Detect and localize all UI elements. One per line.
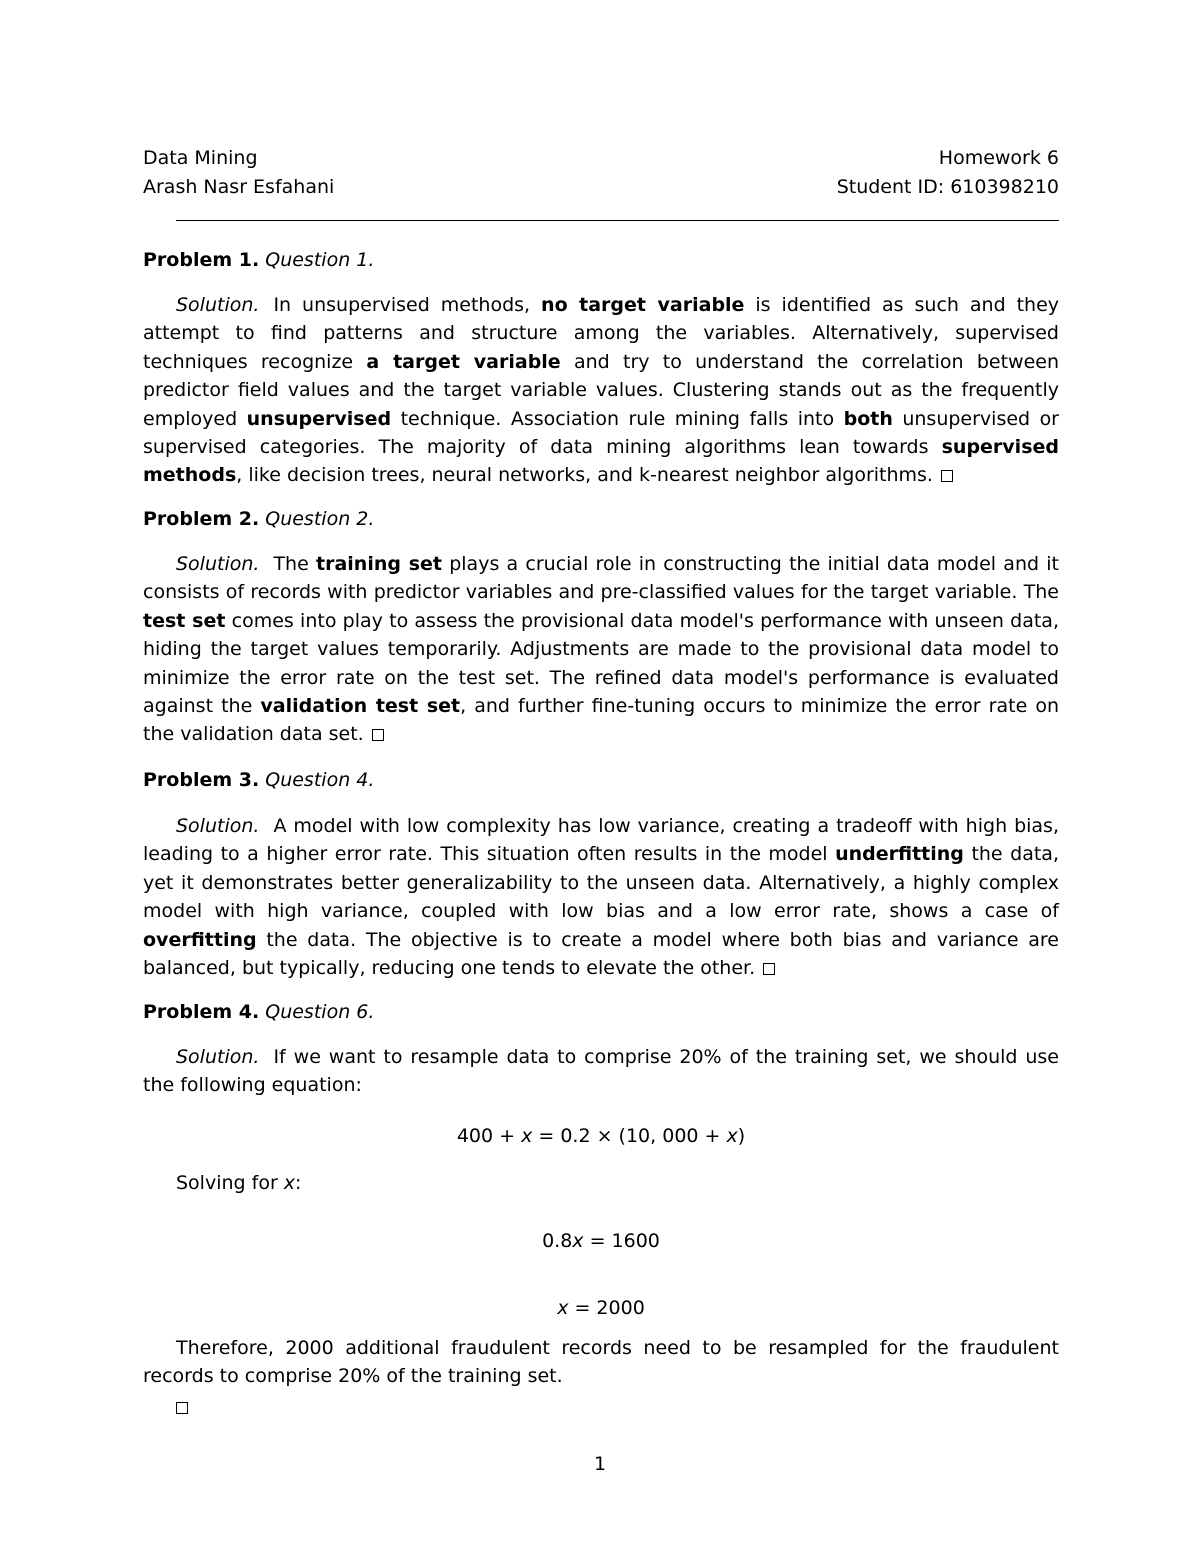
text: A model with low complexity has low variance, creating a tradeoff with high bias, leading to a higher error rate. This situation often results in the model	[143, 815, 1059, 866]
text: unsupervised or supervised categories. The majority of data mining algorithms lean towards	[143, 407, 1059, 459]
equation-2	[143, 1227, 1059, 1255]
problem-heading	[143, 998, 1059, 1026]
text: the data. The objective is to create a model where both bias and variance are balanced, but typically, reducing one tends to elevate the other.	[143, 928, 1059, 980]
problem-label: Problem 1.	[143, 249, 260, 271]
student-id: Student ID: 610398210	[836, 176, 1059, 198]
question-label: Question 4.	[265, 769, 375, 791]
bold-term: unsupervised	[246, 407, 392, 430]
author-name: Arash Nasr Esfahani	[143, 176, 335, 198]
bold-term: underfitting	[835, 843, 964, 866]
solution-1	[143, 291, 1059, 490]
solving-line	[143, 1169, 1059, 1197]
problem-4	[143, 998, 1059, 1026]
solution-paragraph	[143, 550, 1059, 749]
bold-term: training set	[316, 553, 443, 575]
bold-term: overfitting	[143, 928, 257, 951]
eq-var: x	[521, 1125, 533, 1147]
eq-var: x	[726, 1125, 738, 1147]
eq-var: x	[572, 1230, 584, 1252]
bold-term: no target variable	[541, 294, 745, 316]
eq-part: 400 +	[456, 1125, 522, 1147]
solution-label: Solution.	[176, 553, 260, 575]
bold-term: supervised methods	[143, 436, 1059, 487]
eq-part: )	[737, 1125, 746, 1147]
bold-term: test set	[143, 609, 226, 632]
equation-3	[143, 1294, 1059, 1322]
problem-label: Problem 2.	[143, 508, 260, 530]
problem-heading	[143, 766, 1059, 794]
question-label: Question 1.	[265, 249, 375, 271]
bold-term: a target variable	[366, 350, 561, 373]
eq-part: 0.8	[542, 1230, 573, 1252]
solution-paragraph	[143, 812, 1059, 982]
text: If we want to resample data to comprise 20% of the training set, we should use the following equation:	[143, 1046, 1059, 1097]
problem-1	[143, 246, 1059, 274]
qed-square-icon	[941, 470, 953, 482]
problem-2	[143, 505, 1059, 533]
text: and try to understand the correlation between predictor field values and the target variable values. Clustering stands out as the frequently employed	[143, 350, 1060, 430]
problem-label: Problem 3.	[143, 769, 260, 791]
eq-part: = 1600	[583, 1230, 660, 1252]
course-title: Data Mining	[143, 147, 258, 169]
eq-var: x	[557, 1297, 569, 1319]
eq-part: = 0.2 × (10, 000 +	[532, 1125, 727, 1147]
text: the data, yet it demonstrates better generalizability to the unseen data. Alternatively, a highly complex model with high variance, coupled with low bias and a low error rate, shows a case of	[143, 843, 1059, 923]
problem-label: Problem 4.	[143, 1001, 260, 1023]
qed-square-icon	[372, 729, 384, 741]
solution-4	[143, 1043, 1059, 1100]
equation-1	[143, 1122, 1059, 1150]
problem-heading	[143, 246, 1059, 274]
question-label: Question 6.	[265, 1001, 375, 1023]
text: , and further fine-tuning occurs to minimize the error rate on the validation data set.	[143, 695, 1059, 746]
text: :	[295, 1172, 302, 1194]
solution-2	[143, 550, 1059, 749]
qed-line	[176, 1398, 188, 1417]
bold-term: both	[843, 407, 893, 430]
text: Solving for	[176, 1172, 284, 1194]
solution-label: Solution.	[176, 294, 260, 316]
solution-label: Solution.	[176, 815, 260, 837]
problem-heading	[143, 505, 1059, 533]
header-rule	[176, 220, 1059, 221]
qed-square-icon	[176, 1402, 188, 1414]
text: is identified as such and they attempt to find patterns and structure among the variables. Alternatively, supervised techniques recognize	[143, 294, 1060, 373]
conclusion	[143, 1334, 1059, 1391]
text: In unsupervised methods,	[273, 294, 542, 316]
text: technique. Association rule mining falls into	[391, 407, 844, 430]
text: plays a crucial role in constructing the initial data model and it consists of records with predictor variables and pre-classified values for the target variable. The	[143, 553, 1059, 604]
page-number: 1	[593, 1453, 607, 1475]
conclusion-paragraph: Therefore, 2000 additional fraudulent records need to be resampled for the fraudulent records to comprise 20% of the training set.	[143, 1337, 1059, 1388]
question-label: Question 2.	[265, 508, 375, 530]
bold-term: validation test set	[260, 695, 461, 718]
text: The	[273, 553, 316, 575]
problem-3	[143, 766, 1059, 794]
solution-label: Solution.	[176, 1046, 260, 1068]
solution-paragraph	[143, 291, 1059, 490]
text: , like decision trees, neural networks, and k-nearest neighbor algorithms.	[236, 464, 933, 487]
solution-paragraph	[143, 1043, 1059, 1100]
qed-square-icon	[763, 963, 775, 975]
eq-var: x	[283, 1172, 296, 1194]
homework-number: Homework 6	[938, 147, 1059, 169]
eq-part: = 2000	[568, 1297, 645, 1319]
solution-3	[143, 812, 1059, 982]
text: comes into play to assess the provisional data model's performance with unseen data, hiding the target values temporarily. Adjustments are made to the provisional data model to minimize the error rate on the test set. The refined data model's performance is evaluated against the	[143, 609, 1059, 718]
